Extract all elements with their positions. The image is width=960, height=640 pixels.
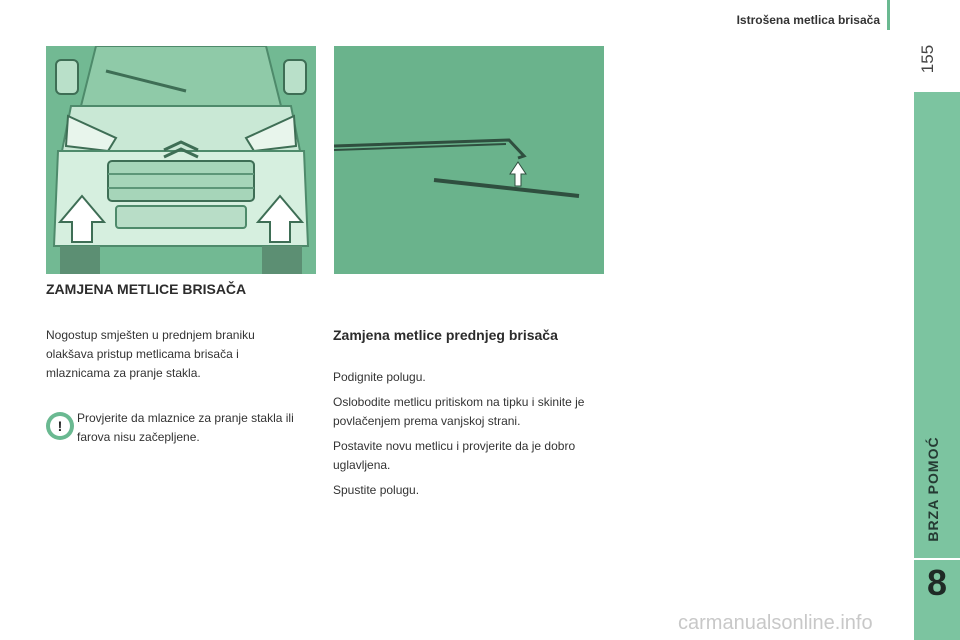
intro-paragraph: Nogostup smješten u prednjem braniku olakšava pristup metlicama brisača i mlaznicama za pranje stakla.: [46, 328, 255, 380]
side-tab-label: BRZA POMOĆ: [925, 436, 941, 542]
step-1: Podignite polugu.: [333, 370, 426, 384]
side-tab-divider: [914, 558, 960, 560]
header-rule: [887, 0, 890, 30]
section-title: ZAMJENA METLICE BRISAČA: [46, 281, 247, 297]
chapter-number: 8: [926, 562, 948, 603]
step-3: Postavite novu metlicu i provjerite da je dobro uglavljena.: [333, 439, 576, 472]
wiper-blade-illustration: [334, 46, 604, 274]
exclamation-icon: !: [50, 416, 70, 436]
van-front-drawing: [46, 46, 316, 274]
wiper-drawing: [334, 46, 604, 274]
warning-text: Provjerite da mlaznice za pranje stakla ili farova nisu začepljene.: [77, 411, 294, 444]
van-front-illustration: [46, 46, 316, 274]
watermark: carmanualsonline.info: [678, 612, 873, 634]
subsection-title: Zamjena metlice prednjeg brisača: [333, 327, 558, 343]
warning-icon: [46, 412, 74, 440]
step-4: Spustite polugu.: [333, 483, 420, 497]
page-number: 155: [918, 44, 937, 74]
header-title: Istrošena metlica brisača: [736, 13, 880, 27]
step-2: Oslobodite metlicu pritiskom na tipku i skinite je povlačenjem prema vanjskoj strani.: [333, 395, 585, 428]
